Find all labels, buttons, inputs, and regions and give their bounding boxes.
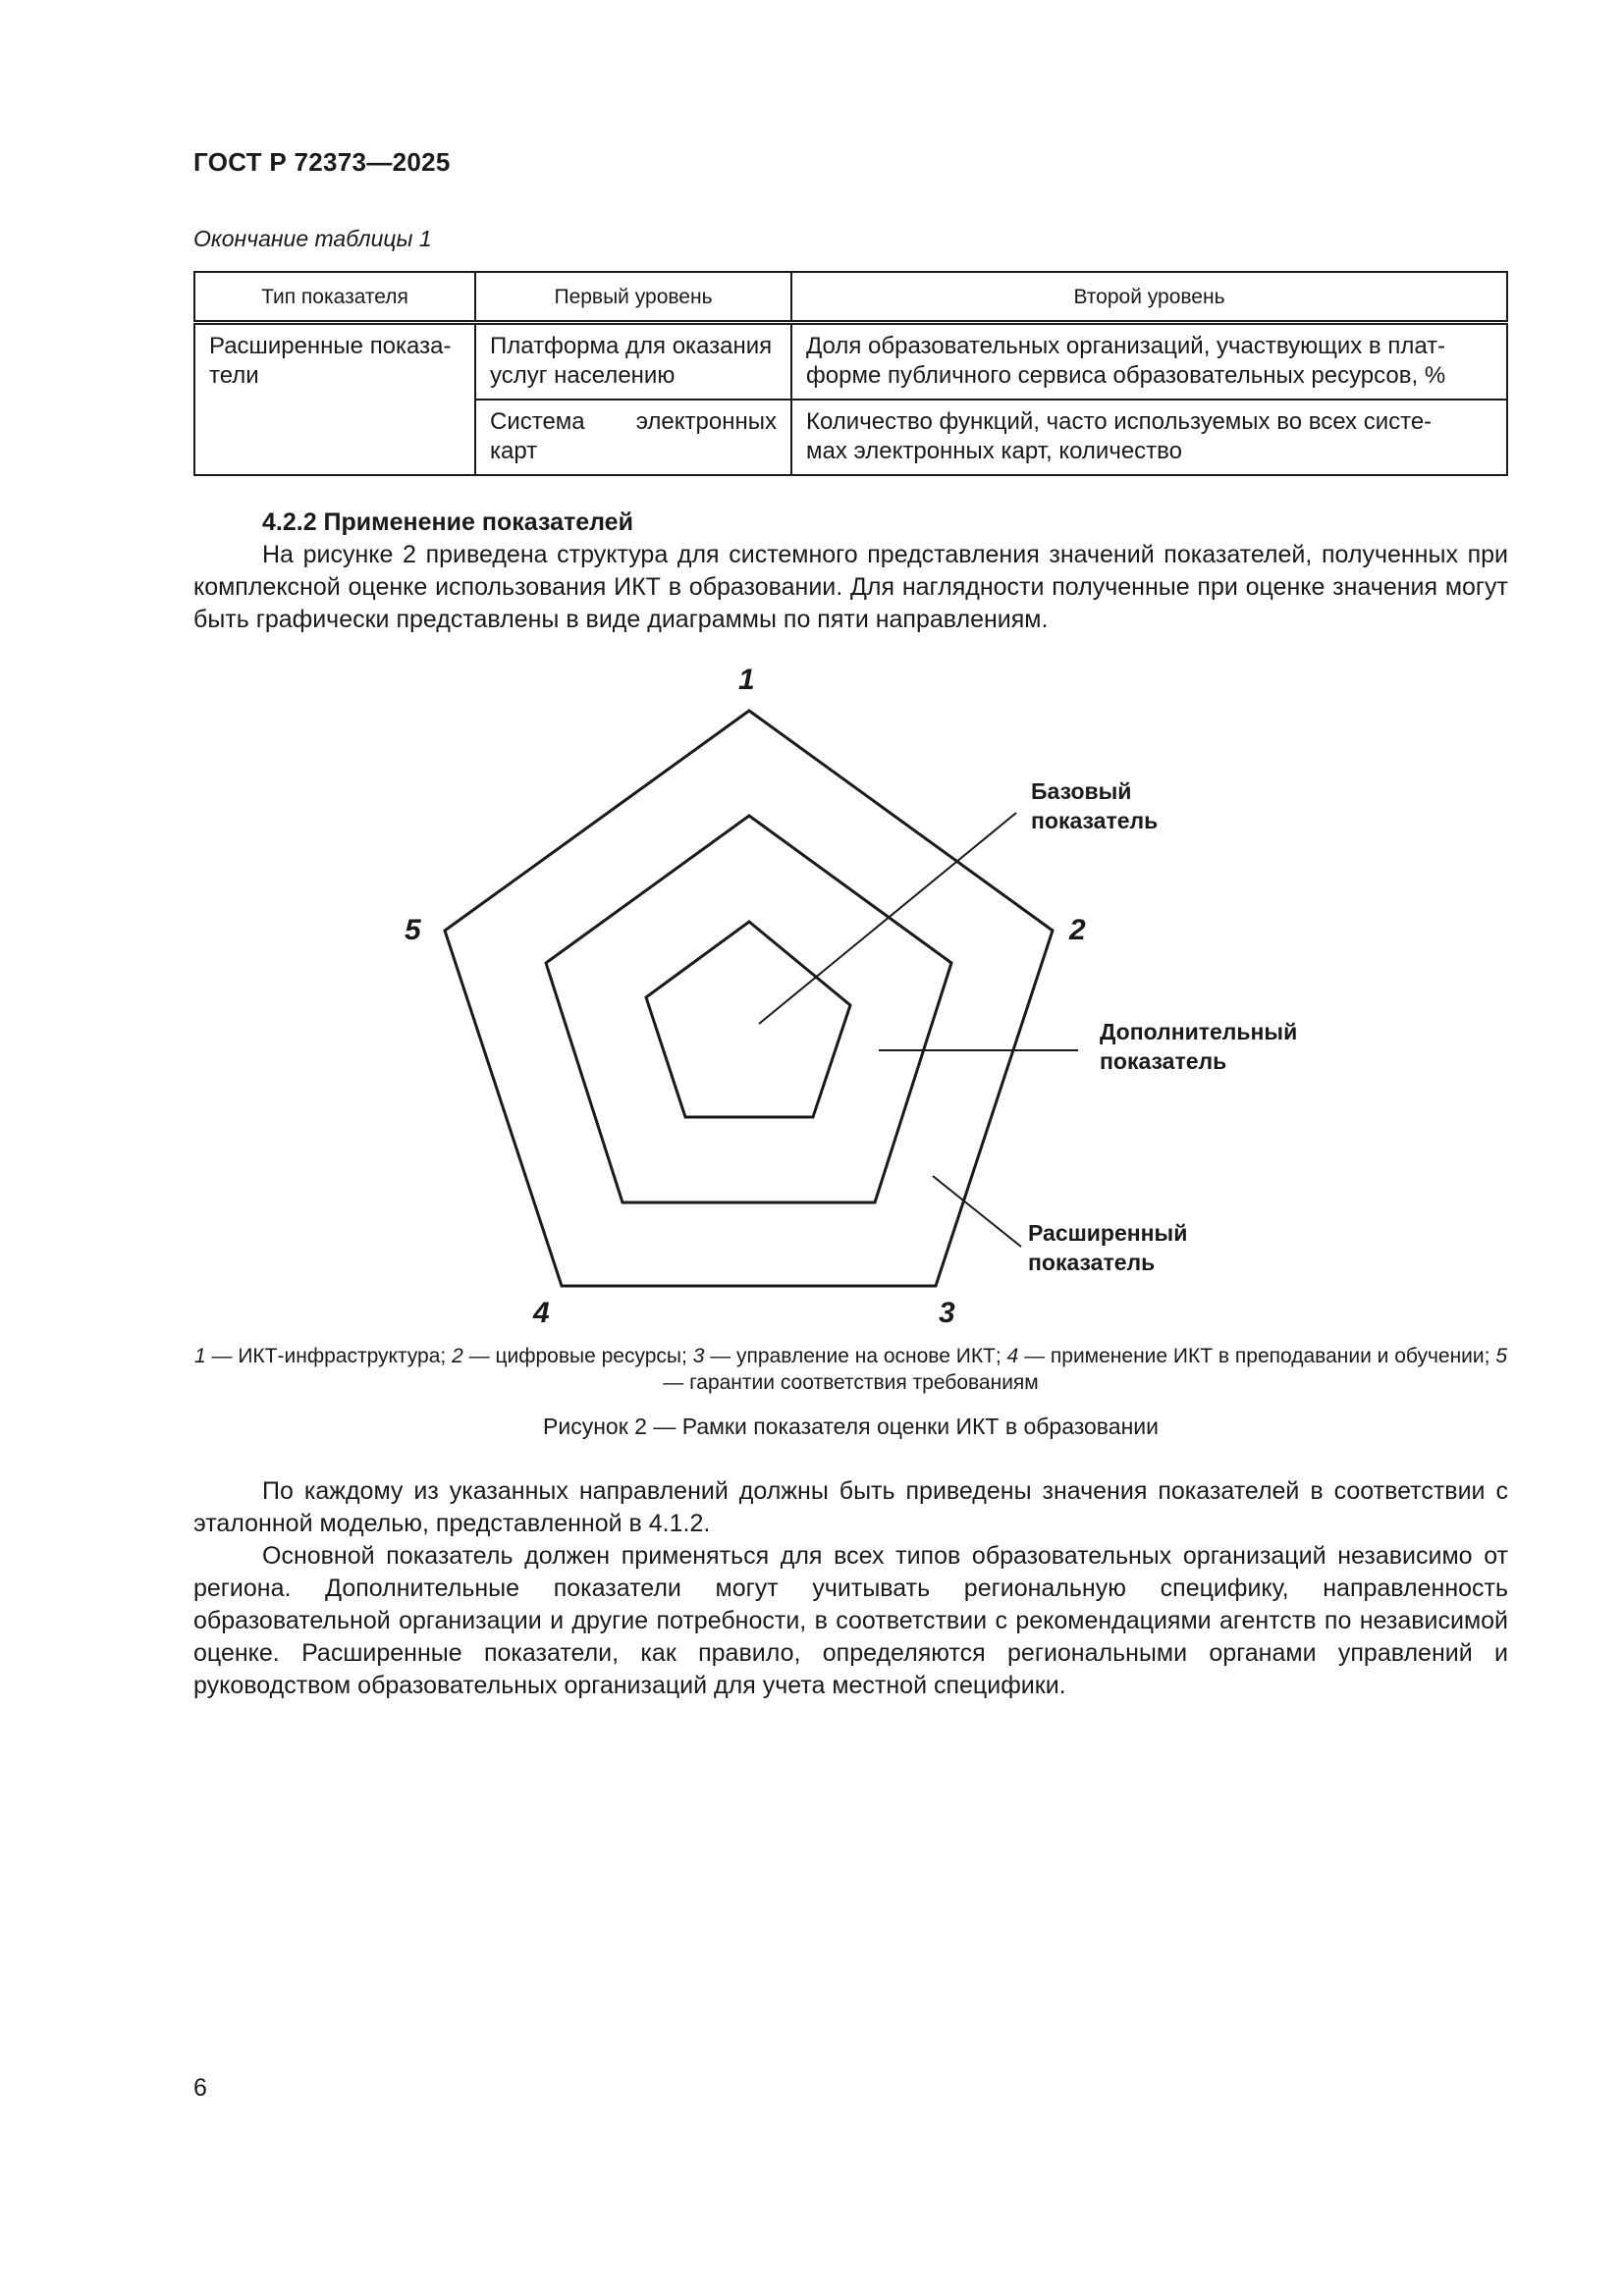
vertex-label-2: 2 [1069, 914, 1086, 946]
body-paragraph: Основной показатель должен применяться для всех типов образовательных организаций независимо от региона. Дополнительные показатели могут учитывать региональную специфику, направленность образовательной организации и другие потребности, в соответствии с рекомендациями агентств по независимой оценке. Расширенные показатели, как правило, определяются региональными органами управлений и руководством образовательных организаций для учета местной специфики. [193, 1542, 1508, 1699]
vertex-label-3: 3 [939, 1297, 955, 1329]
callout-additional-line1: Дополнительный [1100, 1019, 1298, 1044]
legend-number: 2 [452, 1345, 463, 1367]
legend-text: — ИКТ-инфраструктура; [205, 1345, 453, 1367]
body-paragraph: По каждому из указанных направлений должны быть приведены значения показателей в соответствии с эталонной моделью, представленной в 4.1.2. [193, 1477, 1508, 1537]
legend-number: 3 [692, 1345, 705, 1367]
legend-text: — применение ИКТ в преподавании и обучении; [1018, 1345, 1496, 1367]
legend-text: — цифровые ресурсы; [462, 1345, 693, 1367]
first-level-word: Система [490, 408, 585, 435]
column-header-second-level: Второй уровень [791, 272, 1507, 323]
table-continuation-caption: Окончание таблицы 1 [193, 226, 432, 251]
body-text [193, 1475, 1508, 1702]
legend-text: — гарантии соответствия требованиям [663, 1371, 1039, 1394]
second-level-cell: Количество функций, часто используемых во всех систе- мах электронных карт, количество [791, 400, 1507, 475]
document-header: ГОСТ Р 72373—2025 [193, 147, 451, 177]
figure-legend [193, 1343, 1508, 1396]
extended-indicator-leader [933, 1176, 1021, 1247]
legend-text: — управление на основе ИКТ; [704, 1345, 1007, 1367]
vertex-label-5: 5 [405, 914, 421, 946]
legend-number: 4 [1006, 1345, 1019, 1367]
first-level-cell: Платформа для оказания услуг населению [475, 323, 791, 400]
page-number: 6 [193, 2074, 207, 2102]
inner-pentagon [646, 922, 850, 1117]
first-level-word: электронных [635, 408, 777, 435]
callout-additional-line2: показатель [1100, 1048, 1227, 1074]
section-heading: 4.2.2 Применение показателей [262, 508, 633, 536]
middle-pentagon [546, 816, 951, 1202]
first-level-word: карт [490, 438, 538, 464]
legend-number: 5 [1495, 1345, 1507, 1367]
vertex-label-1: 1 [738, 664, 755, 696]
legend-number: 1 [193, 1345, 206, 1367]
callout-base-line2: показатель [1031, 808, 1159, 833]
indicator-type-cell: Расширенные показа- тели [194, 323, 475, 476]
second-level-cell: Доля образовательных организаций, участвующих в плат- форме публичного сервиса образовательных ресурсов, % [791, 323, 1507, 400]
callout-base-line1: Базовый [1031, 778, 1132, 804]
section-paragraph: На рисунке 2 приведена структура для системного представления значений показателей, полученных при комплексной оценке использования ИКТ в образовании. Для наглядности полученные при оценке значения могут быть графически представлены в виде диаграммы по пяти направлениям. [193, 541, 1508, 633]
column-header-type: Тип показателя [194, 272, 475, 323]
column-header-first-level: Первый уровень [475, 272, 791, 323]
base-indicator-leader [759, 813, 1016, 1024]
figure-caption: Рисунок 2 — Рамки показателя оценки ИКТ в образовании [543, 1414, 1159, 1439]
callout-extended-line1: Расширенный [1028, 1220, 1188, 1246]
callout-extended-line2: показатель [1028, 1250, 1156, 1275]
vertex-label-4: 4 [533, 1297, 550, 1329]
